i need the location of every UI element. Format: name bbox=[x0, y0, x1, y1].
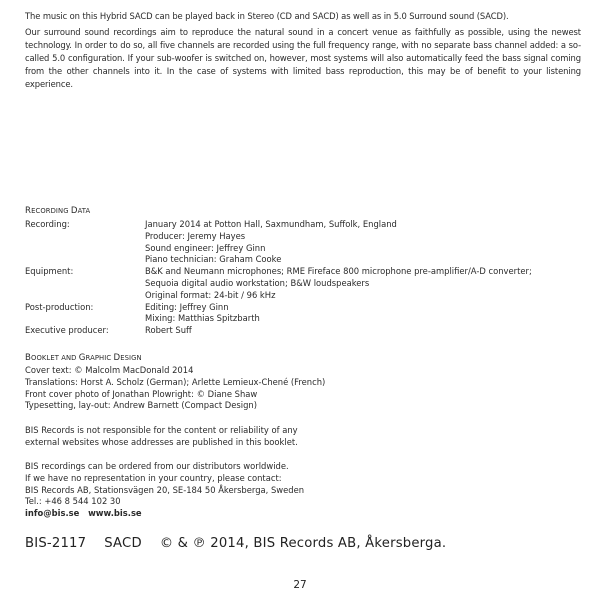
row-label: Post-production: bbox=[25, 301, 94, 312]
row-value: Producer: Jeremy Hayes bbox=[145, 230, 246, 241]
heading-text: ATA bbox=[77, 207, 91, 215]
row-value: January 2014 at Potton Hall, Saxmundham, Suffolk, England bbox=[145, 219, 397, 229]
credit-line: Front cover photo of Jonathan Plowright: © Diane Shaw bbox=[25, 388, 258, 399]
recording-row bbox=[25, 219, 585, 266]
format-label: SACD bbox=[104, 536, 142, 551]
row-label: Equipment: bbox=[25, 266, 74, 277]
heading-initial: R bbox=[25, 206, 32, 216]
catalog-number: BIS-2117 bbox=[25, 536, 87, 551]
contact-line: BIS recordings can be ordered from our distributors worldwide. bbox=[25, 461, 289, 471]
disclaimer-line: external websites whose addresses are published in this booklet. bbox=[25, 436, 298, 447]
disclaimer bbox=[25, 425, 298, 449]
credit-line: Typesetting, lay-out: Andrew Barnett (Compact Design) bbox=[25, 400, 257, 411]
heading-text: ECORDING bbox=[31, 207, 71, 215]
row-value: Robert Suff bbox=[145, 325, 192, 336]
page-number: 27 bbox=[293, 579, 307, 591]
contact-line: If we have no representation in your country, please contact: bbox=[25, 472, 282, 483]
row-value: Sequoia digital audio workstation; B&W loudspeakers bbox=[145, 277, 370, 288]
copyright-notice: © & ℗ 2014, BIS Records AB, Åkersberga. bbox=[159, 536, 447, 551]
booklet-design-heading bbox=[25, 353, 142, 363]
contact-phone: Tel.: +46 8 544 102 30 bbox=[25, 496, 121, 507]
row-value: Mixing: Matthias Spitzbarth bbox=[145, 313, 260, 324]
row-value: Original format: 24-bit / 96 kHz bbox=[145, 289, 276, 300]
heading-initial: D bbox=[70, 206, 78, 216]
stereo-note: The music on this Hybrid SACD can be played back in Stereo (CD and SACD) as well as in 5.0 Surround sound (SACD). bbox=[25, 11, 509, 21]
contact-info bbox=[25, 461, 304, 520]
heading-initial: B bbox=[25, 353, 31, 363]
row-label: Recording: bbox=[25, 219, 70, 229]
equipment-row bbox=[25, 266, 585, 301]
heading-initial: D bbox=[113, 353, 121, 363]
heading-text: ESIGN bbox=[120, 354, 142, 362]
recording-data-heading bbox=[25, 206, 90, 216]
row-value: Editing: Jeffrey Ginn bbox=[145, 301, 229, 312]
contact-address: BIS Records AB, Stationsvägen 20, SE-184 50 Åkersberga, Sweden bbox=[25, 484, 305, 495]
heading-text: OOKLET AND bbox=[31, 354, 79, 362]
executive-producer-row bbox=[25, 325, 585, 337]
disclaimer-line: BIS Records is not responsible for the content or reliability of any bbox=[25, 425, 298, 435]
catalog-footer bbox=[25, 536, 464, 551]
recording-data-table bbox=[25, 219, 585, 337]
post-production-row bbox=[25, 302, 585, 326]
row-value: B&K and Neumann microphones; RME Fireface 800 microphone pre-amplifier/A-D converter; bbox=[145, 266, 532, 277]
website-link[interactable]: www.bis.se bbox=[88, 508, 142, 519]
credit-line: Translations: Horst A. Scholz (German); Arlette Lemieux-Chené (French) bbox=[25, 376, 326, 387]
row-value: Piano technician: Graham Cooke bbox=[145, 254, 282, 265]
email-link[interactable]: info@bis.se bbox=[25, 508, 80, 519]
surround-paragraph: Our surround sound recordings aim to reproduce the natural sound in a concert venue as faithfully as possible, using the newest technology. In order to do so, all five channels are recorded using the full frequency range, with no separate bass channel added: a so-called 5.0 configuration. If your sub-woofer is switched on, however, most systems will also automatically feed the bass signal coming from the other channels into it. In the case of systems with limited bass reproduction, this may be of benefit to your listening experience. bbox=[25, 27, 581, 89]
row-value: Sound engineer: Jeffrey Ginn bbox=[145, 242, 266, 253]
heading-initial: G bbox=[78, 353, 86, 363]
credit-line: Cover text: © Malcolm MacDonald 2014 bbox=[25, 365, 194, 375]
row-label: Executive producer: bbox=[25, 325, 109, 336]
booklet-design-credits bbox=[25, 365, 325, 412]
heading-text: RAPHIC bbox=[85, 354, 114, 362]
